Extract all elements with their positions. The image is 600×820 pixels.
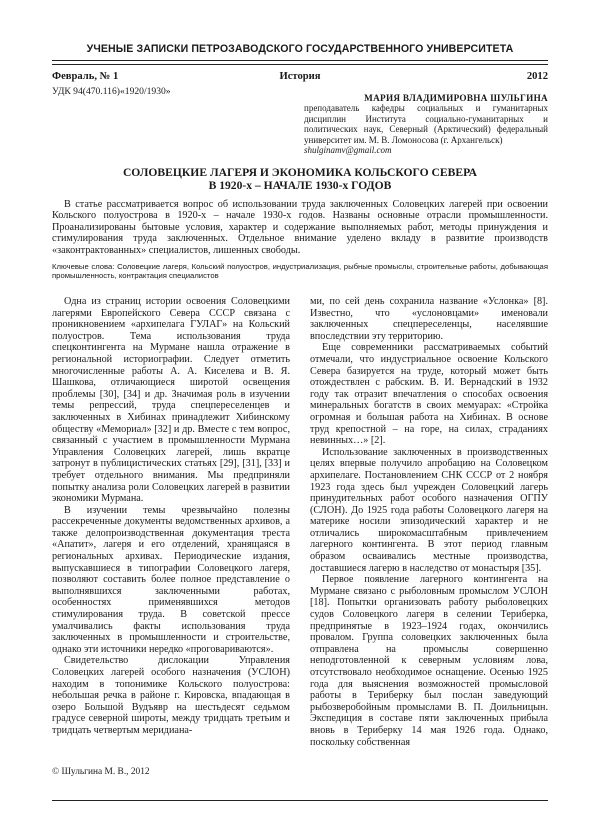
body-paragraph: В изучении темы чрезвычайно полезны рассекреченные документы ведомственных архивов, а также делопроизводственная документация треста «Апатит», лагеря и его отделений, хранящаяся в региональных архивах. Периодические издания, выпускавшиеся в типографии Соловецкого лагеря, позволяют составить более полное представление о выполнявшихся заключенными работах, особенностях применявшихся методов стимулирования труда. В советской прессе умалчивались факты использования труда заключенных в промышленности и строительстве, однако эти источники нередко «проговариваются». [52,504,290,655]
body-paragraph: Одна из страниц истории освоения Соловецкими лагерями Европейского Севера СССР связана с проникновением «архипелага ГУЛАГ» на Кольский полуостров. Тема использования труда спецконтингента на Мурмане нашла отражение в региональной историографии. Следует отметить многочисленные работы А. А. Киселева и В. Я. Шашкова, отличающиеся широтой освещения проблемы [30], [34] и др. Значимая роль в изучении темы репрессий, труда спецпереселенцев и заключенных в Хибинах принадлежит Хибинскому обществу «Мемориал» [32] и др. Вместе с тем вопрос, связанный с участием в промышленности Мурмана Управления Соловецких лагерей, лишь вкратце затронут в публицистических статьях [29], [31], [33] и требует отдельного внимания. Мы предприняли попытку анализа роли Соловецких лагерей в развитии экономики Мурмана. [52,296,290,505]
body-column-left [52,296,290,737]
author-affiliation: преподаватель кафедры социальных и гуманитарных дисциплин Института социально-гуманитарных и политических наук, Северный (Арктический) федеральный университет им. М. В. Ломоносова (г. Архангельск) [304,103,548,145]
header-rule-bottom [52,64,548,65]
body-paragraph: Первое появление лагерного контингента на Мурмане связано с рыболовным промыслом УСЛОН [18]. Попытки организовать работу рыболовецких судов Соловецкого лагеря в селении Териберка, предпринятые в 1923–1924 годах, окончились провалом. Группа соловецких заключенных была отправлена на промыслы совершенно неподготовленной к северным условиям лова, отсутствовало необходимое оснащение. Осенью 1925 года для выяснения возможностей промысловой работы в Териберку был послан заведующий рыбозверобойным промыслами В. П. Доильницын. Экспедиция в составе пяти заключенных прибыла вновь в Териберку 14 мая 1926 года. Однако, поскольку собственная [310,574,548,748]
section-label: История [279,71,321,82]
body-paragraph: Свидетельство дислокации Управления Соловецких лагерей особого назначения (УСЛОН) находим в топонимике Кольского полуострова: небольшая речка в районе г. Кировска, впадающая в озеро Большой Вудъявр на шестьдесят седьмом градусе северной широты, между тридцать третьим и тридцать четвертым меридиана- [52,655,290,736]
author-block [304,93,548,155]
article-title [52,166,548,192]
article-title-line-2: В 1920-х – НАЧАЛЕ 1930-х ГОДОВ [208,179,392,192]
article-title-line-1: СОЛОВЕЦКИЕ ЛАГЕРЯ И ЭКОНОМИКА КОЛЬСКОГО СЕВЕРА [122,166,478,179]
year-label: 2012 [526,71,548,82]
udc-code: УДК 94(470.116)«1920/1930» [52,86,171,97]
body-paragraph: Еще современники рассматриваемых событий отмечали, что индустриальное освоение Кольского Севера базируется на труде, который может быть отождествлен с рабским. В. И. Вернадский в 1932 году так отразит впечатления о способах освоения минеральных богатств в своих мемуарах: «Стройка огромная и большая работа на Хибинах. В основе труд крепостной – на горе, на силах, страданиях невинных…» [2]. [310,342,548,447]
copyright-notice: © Шульгина М. В., 2012 [52,767,150,777]
body-paragraph-continued: ми, по сей день сохранила название «Услонка» [8]. Известно, что «услоновцами» именовали заключенных спецпереселенцы, населявшие впоследствии эту территорию. [310,296,548,342]
body-paragraph: Использование заключенных в производственных целях впервые получило апробацию на Соловецком архипелаге. Постановлением СНК СССР от 2 ноября 1923 года здесь был учрежден Соловецкий лагерь принудительных работ особого назначения ОГПУ (СЛОН). До 1925 года работы Соловецкого лагеря на материке носили эпизодический характер и не отличались широкомасштабным привлечением лагерного контингента. В этот период главным образом осваивались местные производства, доставшиеся лагерю в наследство от монастыря [35]. [310,446,548,574]
abstract: В статье рассматривается вопрос об использовании труда заключенных Соловецких лагерей при освоении Кольского полуострова в 1920-х – начале 1930-х годов. Названы основные отрасли промышленности. Проанализированы бытовые условия, характер и содержание выполняемых работ, методы принуждения и стимулирования труда заключенных. Отдельное внимание уделено вкладу в развитие производств «законтрактованных» специалистов, лишенных свободы. [52,199,548,256]
issue-meta-line [52,71,548,85]
footer-rule [52,800,548,801]
keywords: Ключевые слова: Соловецкие лагеря, Кольский полуостров, индустриализация, рыбные промыслы, строительные работы, добывающая промышленность, контрактация специалистов [52,262,548,281]
header-rule-top [52,60,548,61]
author-email: shulginamv@gmail.com [304,145,392,156]
body-column-right [310,296,548,748]
issue-label: Февраль, № 1 [52,71,119,82]
journal-title: УЧЕНЫЕ ЗАПИСКИ ПЕТРОЗАВОДСКОГО ГОСУДАРСТВЕННОГО УНИВЕРСИТЕТА [86,43,514,55]
author-name: МАРИЯ ВЛАДИМИРОВНА ШУЛЬГИНА [364,93,548,103]
